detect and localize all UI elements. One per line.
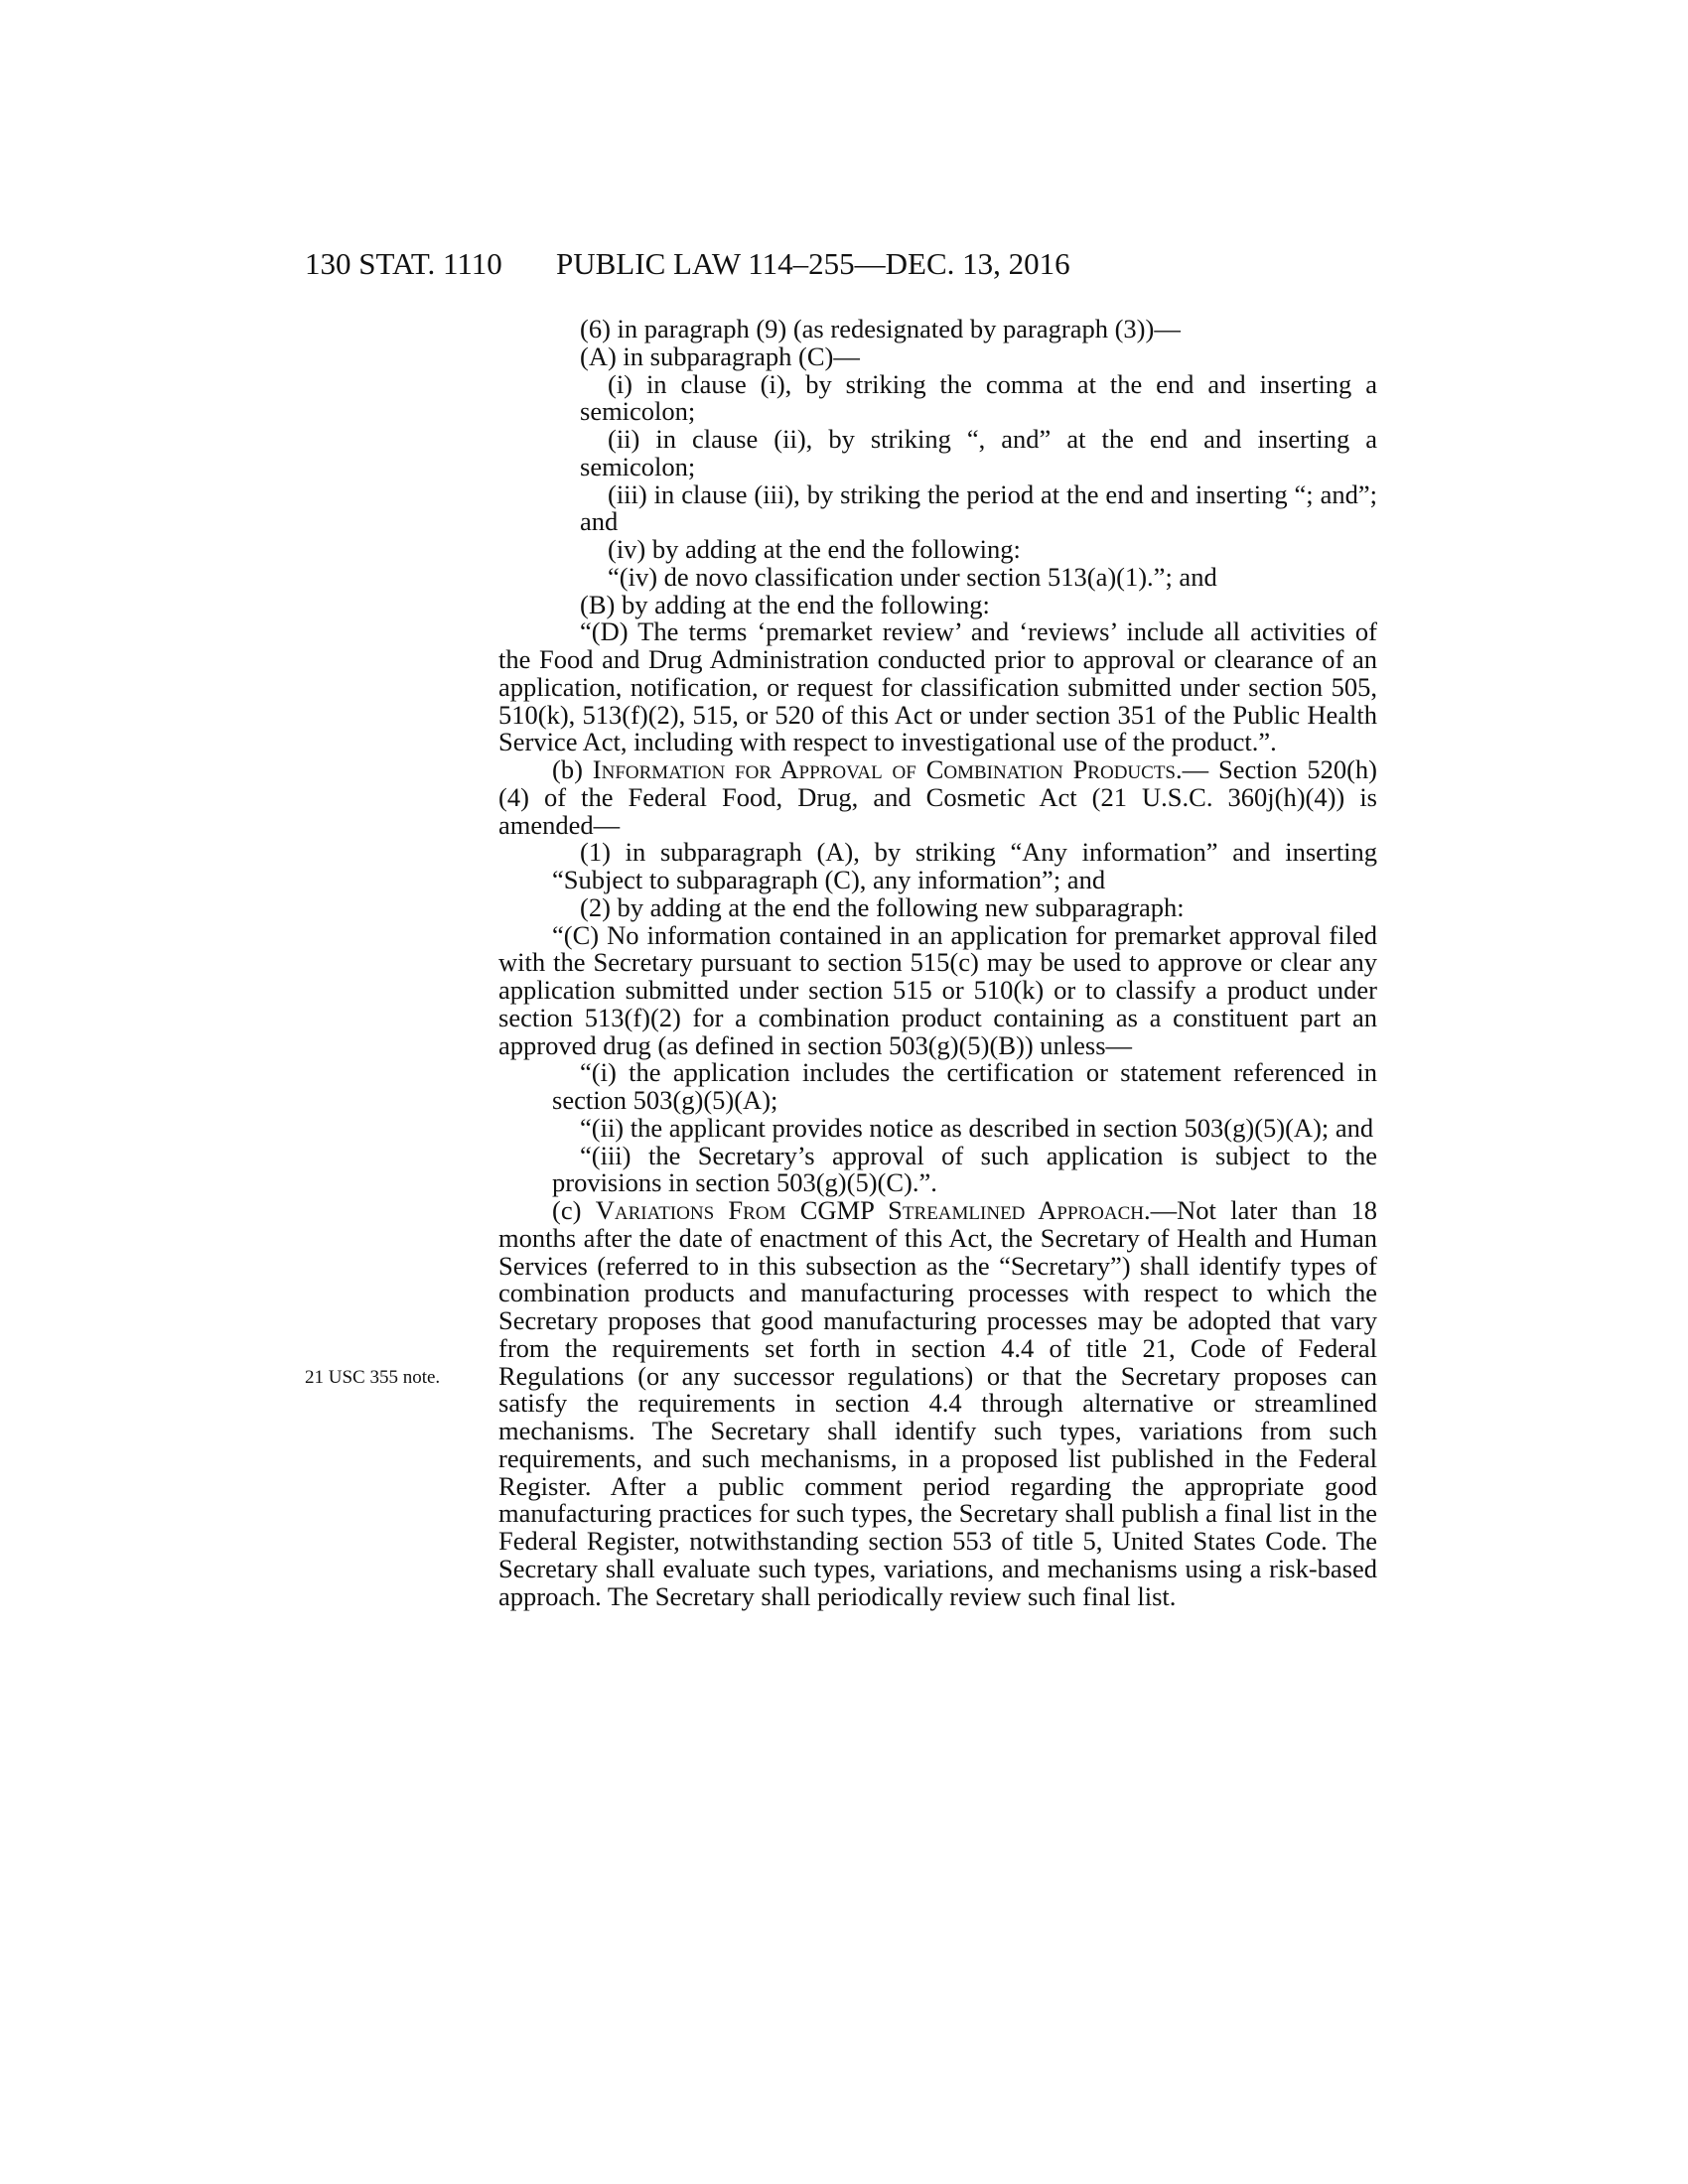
subsection-b-text: — Section 520(h)(4) of the Federal Food, Drug, and Cosmetic Act (21 U.S.C. 360j(h)(4)) is amended— (498, 754, 1377, 840)
subparagraph-a: (A) in subparagraph (C)— (580, 341, 860, 371)
subparagraph-b: (B) by adding at the end the following: (580, 589, 990, 619)
clause-iv: (iv) by adding at the end the following: (608, 534, 1021, 564)
paragraph-6: (6) in paragraph (9) (as redesignated by paragraph (3))— (580, 314, 1181, 343)
page-header (0, 246, 1688, 286)
quoted-clause-i: “(i) the application includes the certification or statement referenced in section 503(g)(5)(A); (552, 1057, 1377, 1115)
amendment-2: (2) by adding at the end the following new subparagraph: (580, 891, 1185, 922)
subsection-c-label: (c) (552, 1195, 596, 1225)
amendment-1: (1) in subparagraph (A), by striking “Any information” and inserting “Subject to subparagraph (C), any information”; and (552, 837, 1377, 894)
quoted-subparagraph-d: “(D) The terms ‘premarket review’ and ‘reviews’ include all activities of the Food and Drug Administration conducted prior to approval or clearance of an application, notification, or request for classification submitted under section 505, 510(k), 513(f)(2), 515, or 520 of this Act or under section 351 of the Public Health Service Act, including with respect to investigational use of the product.”. (498, 616, 1377, 757)
clause-ii: (ii) in clause (ii), by striking “, and” at the end and inserting a semicolon; (580, 424, 1377, 481)
quoted-clause-iv: “(iv) de novo classification under section 513(a)(1).”; and (608, 561, 1217, 592)
stat-citation: 130 STAT. 1110 (305, 246, 502, 281)
quoted-clause-ii: “(ii) the applicant provides notice as described in section 503(g)(5)(A); and (580, 1112, 1374, 1143)
subsection-c (498, 1197, 1377, 1610)
margin-note: 21 USC 355 note. (305, 1367, 441, 1388)
subsection-c-heading: Variations From CGMP Streamlined Approach. (595, 1195, 1151, 1225)
quoted-subparagraph-c: “(C) No information contained in an application for premarket approval filed with the Secretary pursuant to section 515(c) may be used to approve or clear any application submitted under section 515 or 510(k) or to classify a product under section 513(f)(2) for a combination product containing as a constituent part an approved drug (as defined in section 503(g)(5)(B)) unless— (498, 919, 1377, 1060)
subsection-b-heading: Information for Approval of Combination Products. (592, 754, 1183, 784)
subsection-b-label: (b) (552, 754, 593, 784)
subsection-c-text: —Not later than 18 months after the date of enactment of this Act, the Secretary of Health and Human Services (referred to in this subsection as the “Secretary”) shall identify types of combination products and manufacturing processes with respect to which the Secretary proposes that good manufacturing processes may be adopted that vary from the requirements set forth in section 4.4 of title 21, Code of Federal Regulations (or any successor regulations) or that the Secretary proposes can satisfy the requirements in section 4.4 through alternative or streamlined mechanisms. The Secretary shall identify such types, variations from such requirements, and such mechanisms, in a proposed list published in the Federal Register. After a public comment period regarding the appropriate good manufacturing practices for such types, the Secretary shall publish a final list in the Federal Register, notwithstanding section 553 of title 5, United States Code. The Secretary shall evaluate such types, variations, and mechanisms using a risk-based approach. The Secretary shall periodically review such final list. (498, 1195, 1377, 1611)
clause-iii: (iii) in clause (iii), by striking the period at the end and inserting “; and”; and (580, 478, 1377, 537)
quoted-clause-iii: “(iii) the Secretary’s approval of such application is subject to the provisions in section 503(g)(5)(C).”. (552, 1140, 1377, 1198)
clause-i: (i) in clause (i), by striking the comma at the end and inserting a semicolon; (580, 368, 1377, 427)
subsection-b (498, 756, 1377, 839)
law-title: PUBLIC LAW 114–255—DEC. 13, 2016 (556, 246, 1070, 281)
document-body (498, 316, 1377, 1610)
